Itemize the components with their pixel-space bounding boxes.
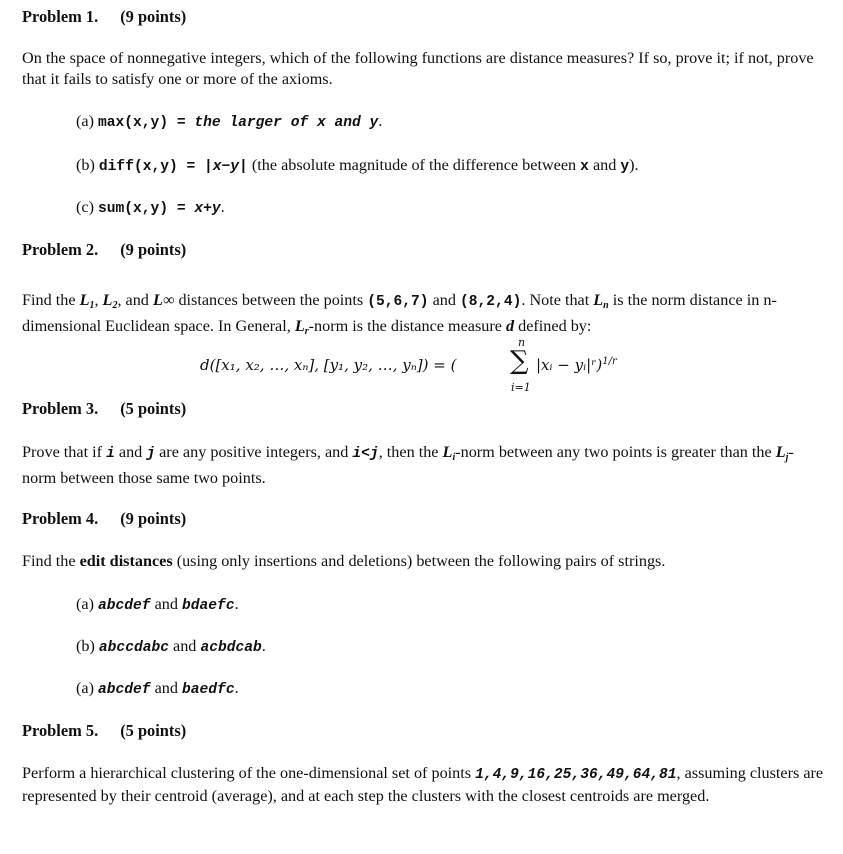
point-2: (8,2,4) <box>460 294 522 310</box>
problem-4-points: (9 points) <box>120 509 187 528</box>
problem-5-text: Perform a hierarchical clustering of the one-dimensional set of points 1,4,9,16,25,36,49,64,81, assuming clusters are represented by their centroid (average), and at each step the clusters with the closest centroids are merged. <box>22 764 824 805</box>
point-set: 1,4,9,16,25,36,49,64,81 <box>475 767 677 783</box>
problem-5-heading <box>22 720 825 741</box>
problem-3-title: Problem 3. <box>22 399 99 418</box>
diff-definition: |x−y| <box>204 159 248 175</box>
sum-definition: x+y <box>194 201 221 217</box>
problem-1-item-c: (c) sum(x,y) = x+y. <box>76 198 225 217</box>
formula-rhs: |xᵢ − yᵢ|ʳ)$^{1/r}$ <box>536 356 617 374</box>
problem-1-item-b: (b) diff(x,y) = |x−y| (the absolute magnitude of the difference between x and y). <box>76 156 639 175</box>
max-function: max(x,y) <box>98 115 169 131</box>
sum-lower-limit: i=1 <box>511 381 531 394</box>
problem-4-item-a: (a) abcdef and bdaefc. <box>76 595 239 614</box>
problem-4-item-b: (b) abccdabc and acbdcab. <box>76 637 266 656</box>
problem-4-item-c: (a) abcdef and baedfc. <box>76 679 239 698</box>
point-1: (5,6,7) <box>367 294 429 310</box>
formula-lhs: d([x₁, x₂, …, xₙ], [y₁, y₂, …, yₙ]) = ( <box>200 356 457 374</box>
problem-4-title: Problem 4. <box>22 509 99 528</box>
summation-sign: ∑ <box>510 346 529 376</box>
problem-3-heading <box>22 398 825 419</box>
sum-upper-limit: n <box>518 336 526 349</box>
problem-2-text: Find the $L_1$, $L_2$, and L∞ distances between the points (5,6,7) and (8,2,4). Note that $L_n$ is the norm distance in n-dimensional Euclidean space. In General, $L_r$-norm is the distance measure d defined by: <box>22 291 777 337</box>
problem-1-intro: On the space of nonnegative integers, which of the following functions are distance measures? If so, prove it; if not, prove that it fails to satisfy one or more of the axioms. <box>22 49 814 88</box>
problem-4-heading <box>22 508 825 529</box>
problem-2-points: (9 points) <box>120 240 187 259</box>
formula-exponent: 1/r <box>602 356 617 367</box>
problem-3-text: Prove that if i and j are any positive integers, and i<j, then the $L_i$-norm between any two points is greater than the $L_j$-norm between those same two points. <box>22 443 794 487</box>
problem-2-heading <box>22 239 825 260</box>
problem-1-item-a: (a) max(x,y) = the larger of x and y. <box>76 112 383 131</box>
problem-1-points: (9 points) <box>120 7 187 26</box>
problem-1-title: Problem 1. <box>22 7 99 26</box>
diff-function: diff(x,y) <box>98 159 178 175</box>
sum-function: sum(x,y) <box>98 201 169 217</box>
lr-norm-formula <box>200 336 700 398</box>
problem-2-title: Problem 2. <box>22 240 99 259</box>
problem-3-points: (5 points) <box>120 399 187 418</box>
problem-5-points: (5 points) <box>120 721 187 740</box>
problem-5-title: Problem 5. <box>22 721 99 740</box>
problem-1-heading <box>22 6 825 27</box>
problem-4-text: Find the edit distances (using only insertions and deletions) between the following pairs of strings. <box>22 552 666 570</box>
max-definition: the larger of x and y <box>194 115 379 131</box>
